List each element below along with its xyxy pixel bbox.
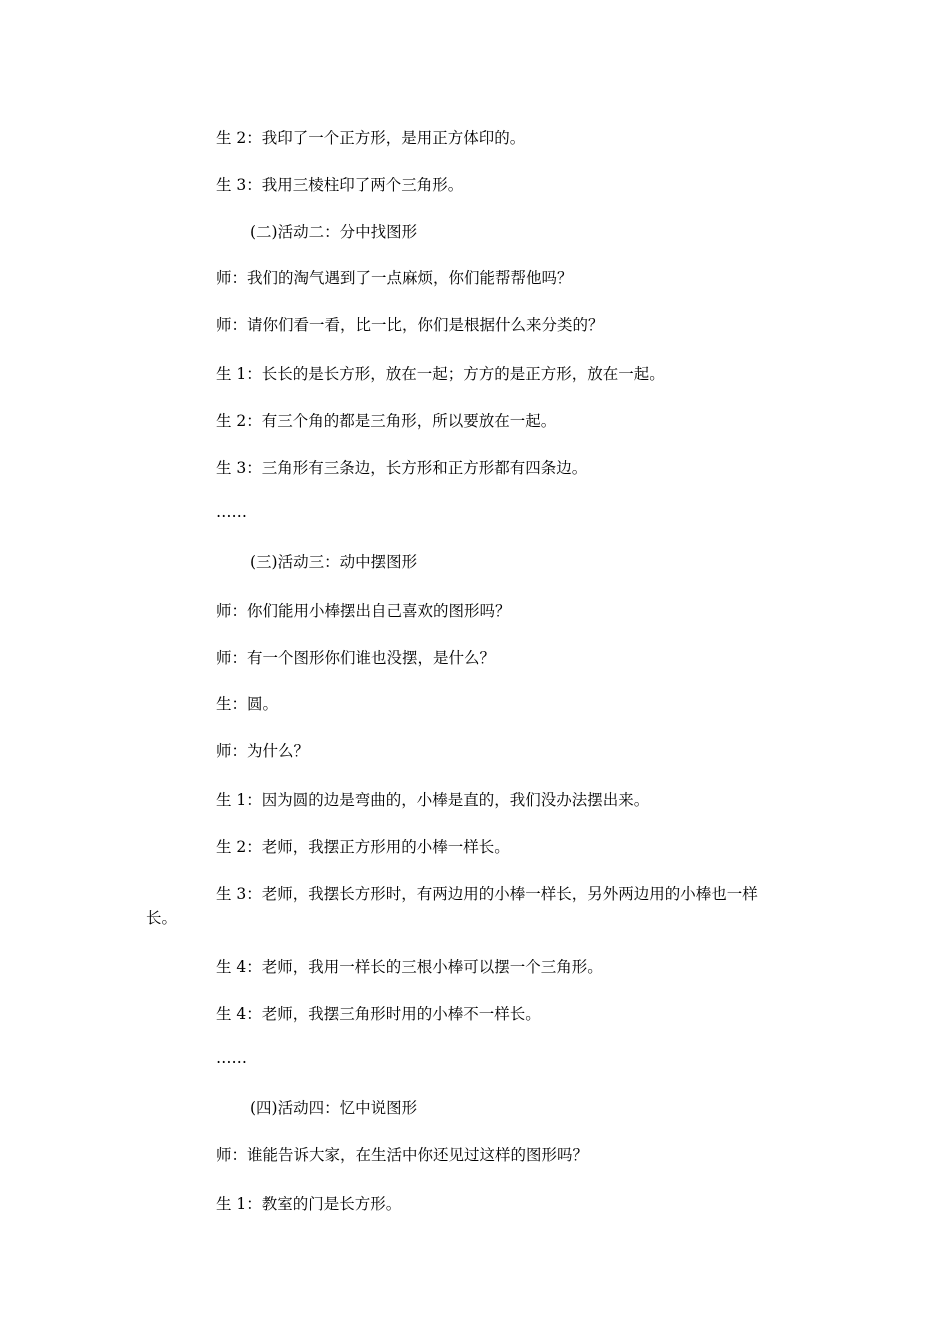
dialogue-line-continuation: 长。 (146, 909, 178, 927)
ellipsis: …… (216, 503, 247, 521)
dialogue-line: 生 2：我印了一个正方形，是用正方体印的。 (216, 129, 526, 147)
dialogue-line: 师：请你们看一看，比一比，你们是根据什么来分类的？ (216, 316, 604, 334)
section-heading: (三)活动三：动中摆图形 (250, 553, 418, 571)
dialogue-line: 生 3：三角形有三条边，长方形和正方形都有四条边。 (216, 459, 588, 477)
dialogue-line: 生 4：老师，我用一样长的三根小棒可以摆一个三角形。 (216, 958, 603, 976)
dialogue-line: 生 2：有三个角的都是三角形，所以要放在一起。 (216, 412, 557, 430)
section-heading: (四)活动四：忆中说图形 (250, 1099, 418, 1117)
dialogue-line: 生 1：长长的是长方形，放在一起；方方的是正方形，放在一起。 (216, 365, 665, 383)
section-heading: (二)活动二：分中找图形 (250, 223, 418, 241)
dialogue-line: 生 1：因为圆的边是弯曲的，小棒是直的，我们没办法摆出来。 (216, 791, 650, 809)
dialogue-line: 师：你们能用小棒摆出自己喜欢的图形吗？ (216, 602, 511, 620)
dialogue-line: 生 3：老师，我摆长方形时，有两边用的小棒一样长，另外两边用的小棒也一样 (216, 885, 758, 903)
dialogue-line: 生 4：老师，我摆三角形时用的小棒不一样长。 (216, 1005, 541, 1023)
ellipsis: …… (216, 1049, 247, 1067)
dialogue-line: 生 1：教室的门是长方形。 (216, 1195, 402, 1213)
dialogue-line: 师：我们的淘气遇到了一点麻烦，你们能帮帮他吗？ (216, 269, 573, 287)
dialogue-line: 师：为什么？ (216, 742, 310, 760)
dialogue-line: 师：谁能告诉大家，在生活中你还见过这样的图形吗？ (216, 1146, 589, 1164)
dialogue-line: 生 2：老师，我摆正方形用的小棒一样长。 (216, 838, 510, 856)
dialogue-line: 生 3：我用三棱柱印了两个三角形。 (216, 176, 464, 194)
dialogue-line: 师：有一个图形你们谁也没摆，是什么？ (216, 649, 496, 667)
dialogue-line: 生：圆。 (216, 695, 279, 713)
